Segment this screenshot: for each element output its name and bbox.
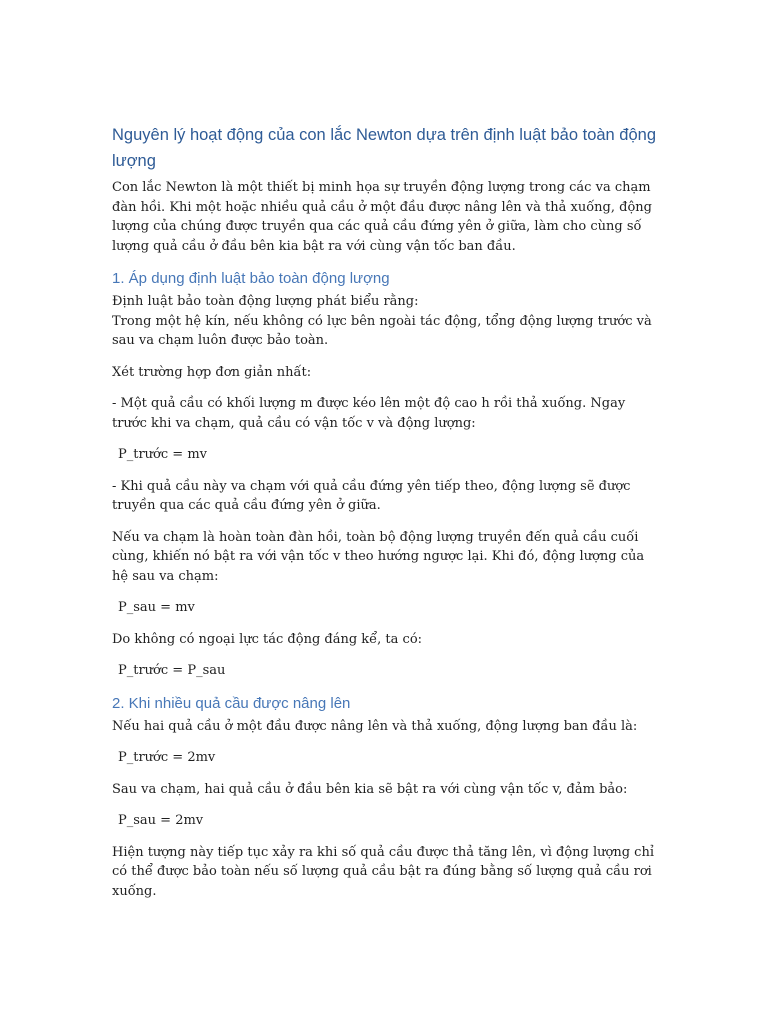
formula-p-after-2mv: P_sau = 2mv <box>118 813 204 828</box>
document-title: Nguyên lý hoạt động của con lắc Newton dựa trên định luật bảo toàn động lượng <box>112 126 657 170</box>
case-2-paragraph: - Khi quả cầu này va chạm với quả cầu đứng yên tiếp theo, động lượng sẽ được truyền qua các quả cầu đứng yên ở giữa. <box>112 478 631 513</box>
formula-p-before-2mv: P_trước = 2mv <box>118 750 216 765</box>
two-balls-paragraph: Nếu hai quả cầu ở một đầu được nâng lên và thả xuống, động lượng ban đầu là: <box>112 718 638 734</box>
simple-case-paragraph: Xét trường hợp đơn giản nhất: <box>112 364 312 380</box>
formula-p-before-mv: P_trước = mv <box>118 447 207 462</box>
intro-paragraph: Con lắc Newton là một thiết bị minh họa sự truyền động lượng trong các va chạm đàn hồi. Khi một hoặc nhiều quả cầu ở một đầu được nâng lên và thả xuống, động lượng của chúng được truyền qua các quả cầu đứng yên ở giữa, làm cho cùng số lượng quả cầu ở đầu bên kia bật ra với cùng vận tốc ban đầu. <box>112 180 652 254</box>
law-intro: Định luật bảo toàn động lượng phát biểu rằng: <box>112 294 419 309</box>
case-1-paragraph: - Một quả cầu có khối lượng m được kéo lên một độ cao h rồi thả xuống. Ngay trước khi va chạm, quả cầu có vận tốc v và động lượng: <box>112 396 626 431</box>
conclusion-paragraph: Hiện tượng này tiếp tục xảy ra khi số quả cầu được thả tăng lên, vì động lượng chỉ có thể được bảo toàn nếu số lượng quả cầu bật ra đúng bằng số lượng quả cầu rơi xuống. <box>112 844 654 899</box>
section-2-heading: 2. Khi nhiều quả cầu được nâng lên <box>112 694 351 712</box>
no-external-force-paragraph: Do không có ngoại lực tác động đáng kể, ta có: <box>112 631 423 647</box>
law-text: Trong một hệ kín, nếu không có lực bên ngoài tác động, tổng động lượng trước và sau va chạm luôn được bảo toàn. <box>112 313 652 348</box>
elastic-paragraph: Nếu va chạm là hoàn toàn đàn hồi, toàn bộ động lượng truyền đến quả cầu cuối cùng, khiến nó bật ra với vận tốc v theo hướng ngược lại. Khi đó, động lượng của hệ sau va chạm: <box>112 529 645 584</box>
section-1-heading: 1. Áp dụng định luật bảo toàn động lượng <box>112 270 390 287</box>
law-paragraph <box>112 292 660 351</box>
after-collision-paragraph: Sau va chạm, hai quả cầu ở đầu bên kia sẽ bật ra với cùng vận tốc v, đảm bảo: <box>112 781 628 797</box>
formula-p-after-mv: P_sau = mv <box>118 600 195 615</box>
formula-conservation: P_trước = P_sau <box>118 663 226 678</box>
document-page <box>112 122 660 901</box>
